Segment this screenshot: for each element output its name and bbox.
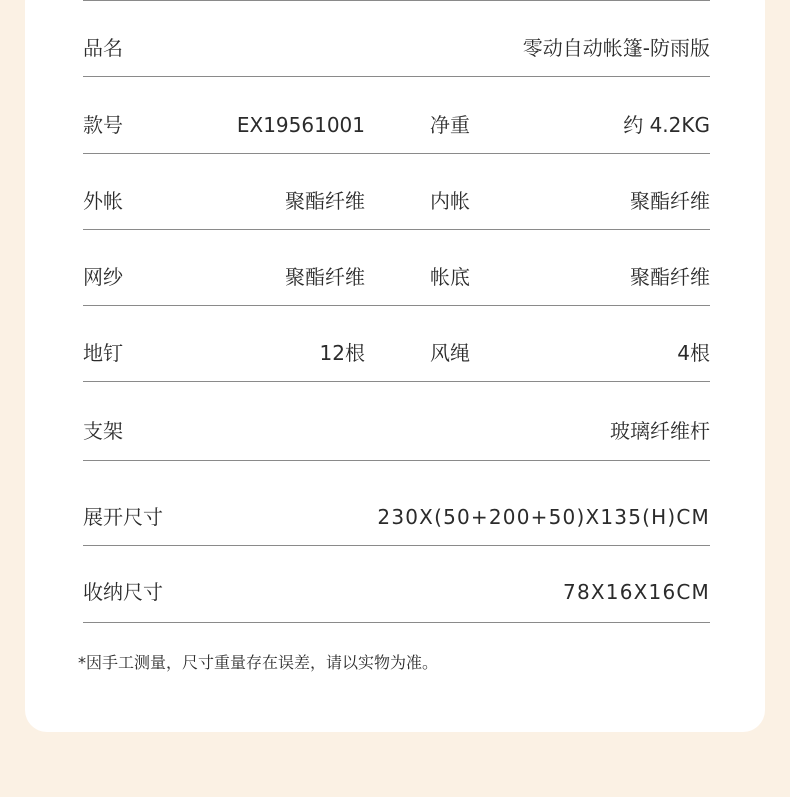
packed-size-value: 78X16X16CM — [563, 580, 710, 604]
packed-size-label: 收纳尺寸 — [83, 580, 163, 604]
stakes-label: 地钉 — [83, 341, 123, 365]
outer-label: 外帐 — [83, 189, 123, 213]
divider — [83, 305, 710, 306]
floor-value: 聚酯纤维 — [630, 265, 710, 289]
frame-label: 支架 — [83, 419, 123, 443]
mesh-value: 聚酯纤维 — [285, 265, 365, 289]
ropes-label: 风绳 — [430, 341, 470, 365]
outer-value: 聚酯纤维 — [285, 189, 365, 213]
open-size-value: 230X(50+200+50)X135(H)CM — [377, 505, 710, 529]
divider — [83, 153, 710, 154]
inner-label: 内帐 — [430, 189, 470, 213]
ropes-value: 4根 — [677, 341, 710, 365]
measurement-note: *因手工测量，尺寸重量存在误差，请以实物为准。 — [78, 653, 439, 672]
open-size-label: 展开尺寸 — [83, 505, 163, 529]
divider — [83, 76, 710, 77]
model-value: EX19561001 — [236, 113, 365, 137]
divider — [83, 229, 710, 230]
divider — [83, 460, 710, 461]
name-value: 零动自动帐篷-防雨版 — [522, 36, 710, 60]
divider — [83, 0, 710, 1]
model-label: 款号 — [83, 113, 123, 137]
weight-value: 约 4.2KG — [623, 113, 710, 137]
mesh-label: 网纱 — [83, 265, 123, 289]
stakes-value: 12根 — [319, 341, 365, 365]
divider — [83, 545, 710, 546]
frame-value: 玻璃纤维杆 — [610, 419, 710, 443]
divider — [83, 622, 710, 623]
divider — [83, 381, 710, 382]
weight-label: 净重 — [430, 113, 470, 137]
inner-value: 聚酯纤维 — [630, 189, 710, 213]
name-label: 品名 — [83, 36, 123, 60]
floor-label: 帐底 — [430, 265, 470, 289]
